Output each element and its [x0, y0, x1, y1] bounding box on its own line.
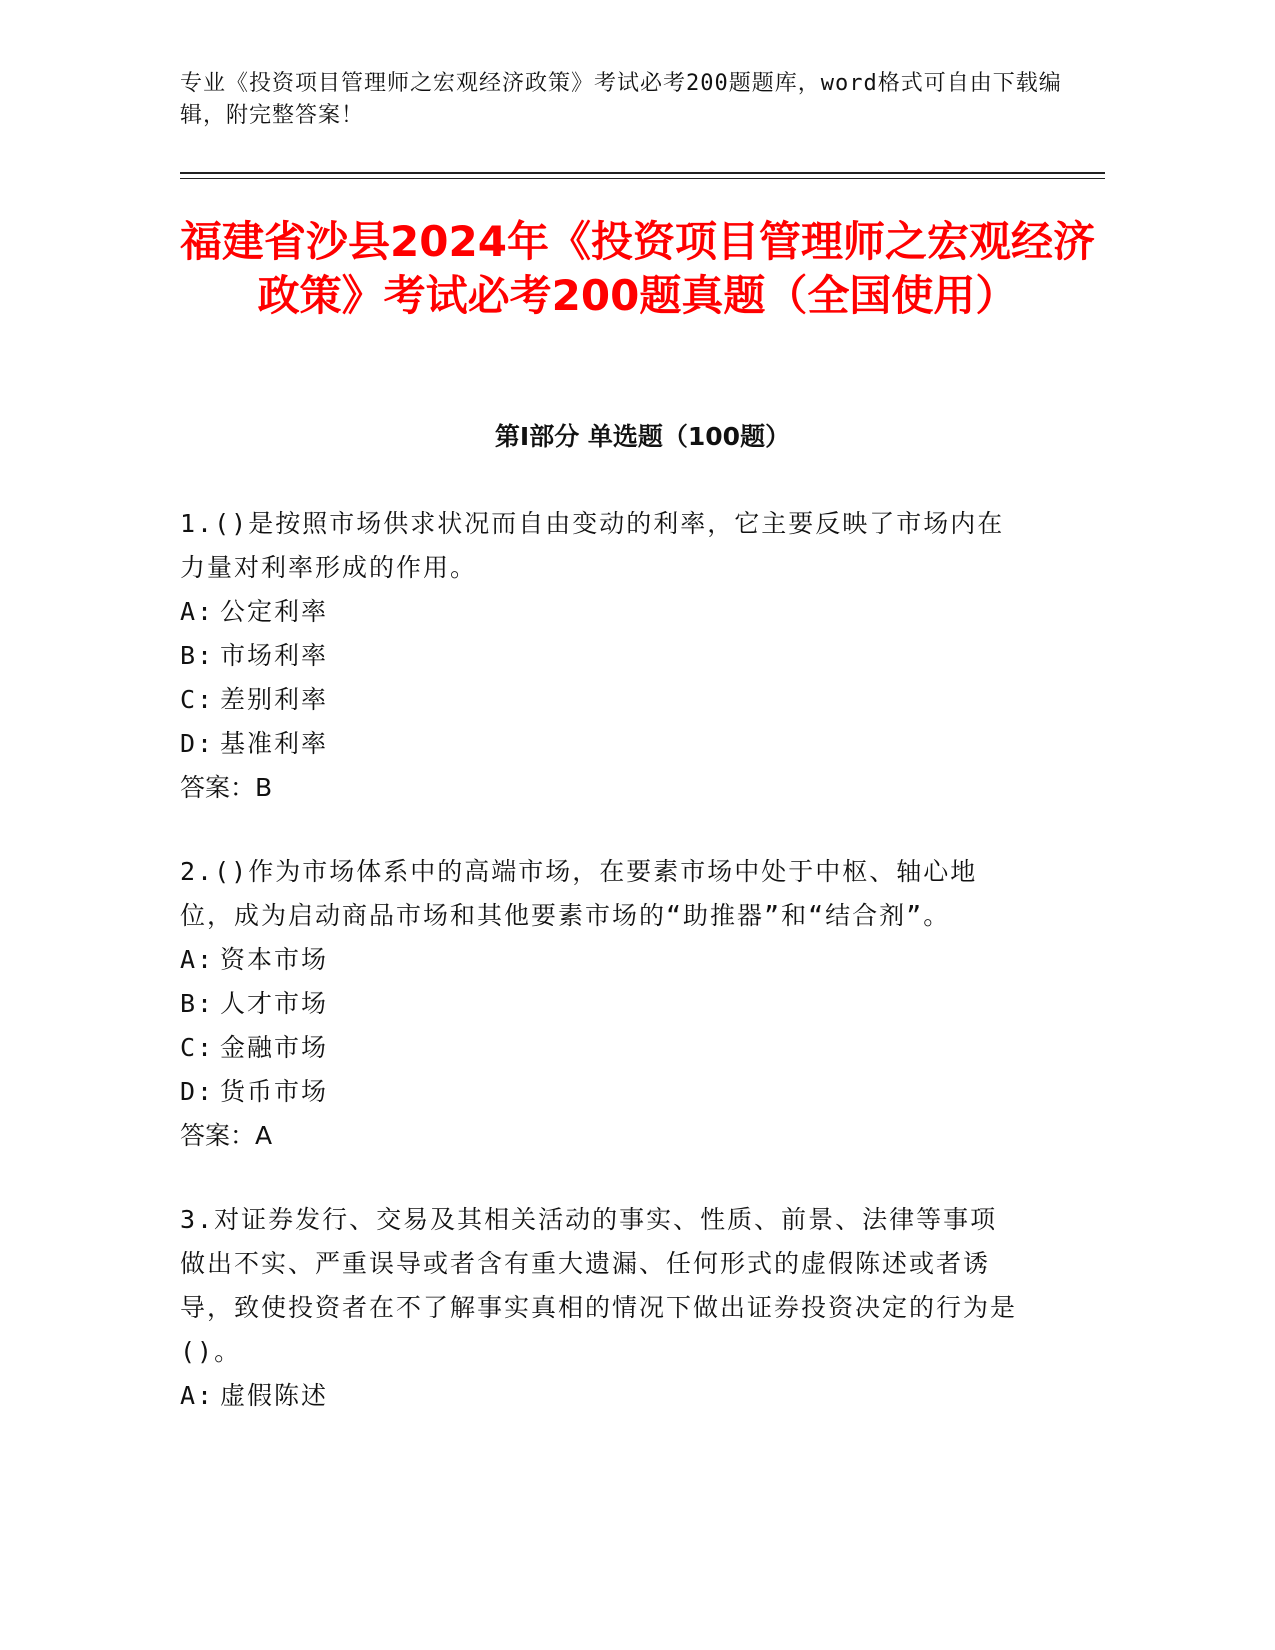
option-key: D:: [180, 729, 215, 758]
question-list: [180, 502, 1020, 1458]
option-b: [180, 634, 1020, 678]
option-b: [180, 982, 1020, 1026]
question-stem: 2.()作为市场体系中的高端市场，在要素市场中处于中枢、轴心地位，成为启动商品市场和其他要素市场的“助推器”和“结合剂”。: [180, 857, 978, 930]
option-text: 人才市场: [220, 989, 329, 1018]
option-c: [180, 1026, 1020, 1070]
section-heading: 第I部分 单选题（100题）: [494, 422, 791, 451]
option-text: 虚假陈述: [220, 1381, 329, 1410]
document-title: 福建省沙县2024年《投资项目管理师之宏观经济政策》考试必考200题真题（全国使用）: [180, 217, 1095, 320]
option-c: [180, 678, 1020, 722]
header-rule-thick: [180, 172, 1105, 174]
option-key: C:: [180, 685, 215, 714]
option-text: 基准利率: [220, 729, 329, 758]
question-3: [180, 1198, 1020, 1418]
option-text: 公定利率: [220, 597, 329, 626]
option-text: 资本市场: [220, 945, 329, 974]
option-a: [180, 590, 1020, 634]
question-stem: 1.()是按照市场供求状况而自由变动的利率，它主要反映了市场内在力量对利率形成的作用。: [180, 509, 1005, 582]
option-text: 金融市场: [220, 1033, 329, 1062]
option-key: D:: [180, 1077, 215, 1106]
header-note: 专业《投资项目管理师之宏观经济政策》考试必考200题题库，word格式可自由下载编辑，附完整答案！: [180, 71, 1062, 128]
option-key: A:: [180, 1381, 215, 1410]
option-a: [180, 1374, 1020, 1418]
option-key: B:: [180, 989, 215, 1018]
answer-line: 答案：B: [180, 773, 273, 802]
header-rule-thin: [180, 178, 1105, 179]
option-text: 差别利率: [220, 685, 329, 714]
option-d: [180, 722, 1020, 766]
question-1: [180, 502, 1020, 810]
option-key: A:: [180, 597, 215, 626]
option-d: [180, 1070, 1020, 1114]
option-a: [180, 938, 1020, 982]
question-2: [180, 850, 1020, 1158]
option-key: B:: [180, 641, 215, 670]
option-text: 市场利率: [220, 641, 329, 670]
option-key: C:: [180, 1033, 215, 1062]
option-key: A:: [180, 945, 215, 974]
option-text: 货币市场: [220, 1077, 329, 1106]
question-stem: 3.对证券发行、交易及其相关活动的事实、性质、前景、法律等事项做出不实、严重误导或者含有重大遗漏、任何形式的虚假陈述或者诱导，致使投资者在不了解事实真相的情况下做出证券投资决定的行为是()。: [180, 1205, 1018, 1366]
answer-line: 答案：A: [180, 1121, 273, 1150]
